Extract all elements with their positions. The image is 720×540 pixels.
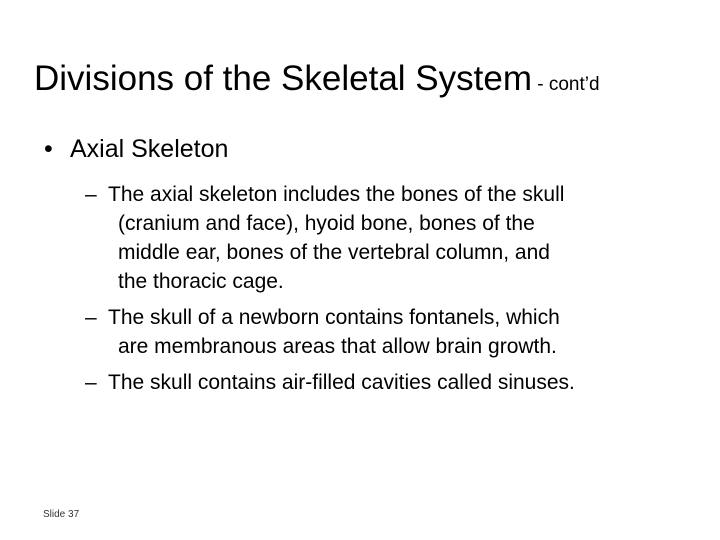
slide-number: Slide 37	[43, 509, 80, 520]
sub-bullet-line: the thoracic cage.	[118, 270, 284, 293]
sub-bullet-line: middle ear, bones of the vertebral column, and	[118, 241, 550, 264]
sub-bullet-item	[85, 368, 702, 397]
bullet-marker: •	[44, 135, 53, 163]
title-suffix: - cont’d	[531, 74, 600, 95]
title-main: Divisions of the Skeletal System	[34, 59, 532, 98]
sub-bullet-line: The skull of a newborn contains fontanels, which	[108, 306, 560, 329]
sub-bullet-item	[85, 180, 702, 296]
sub-bullet-line: (cranium and face), hyoid bone, bones of the	[118, 212, 535, 235]
sub-bullet-marker: –	[85, 371, 97, 394]
sub-bullet-line: The skull contains air-filled cavities called sinuses.	[108, 371, 575, 394]
sub-bullet-list	[85, 180, 702, 404]
sub-bullet-marker: –	[85, 183, 97, 206]
sub-bullet-item	[85, 303, 702, 361]
bullet-text: Axial Skeleton	[70, 135, 229, 163]
bullet-axial-skeleton	[44, 134, 228, 164]
sub-bullet-marker: –	[85, 306, 97, 329]
sub-bullet-line: are membranous areas that allow brain growth.	[118, 335, 557, 358]
sub-bullet-line: The axial skeleton includes the bones of the skull	[108, 183, 565, 206]
slide-title	[34, 58, 704, 100]
